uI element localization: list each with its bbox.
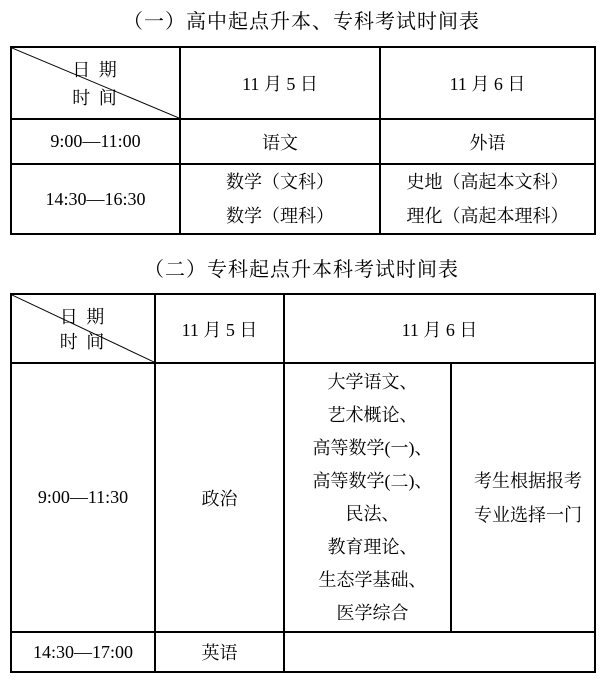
table2-row-afternoon: [11, 632, 595, 672]
table1-row-afternoon: [11, 164, 595, 234]
table2-afternoon-time: 14:30—17:00: [11, 632, 155, 672]
table1-row-morning: [11, 119, 595, 164]
note-line: 专业选择一门: [474, 504, 582, 525]
exam-table-2: [10, 293, 596, 673]
table2-afternoon-empty-cell: [284, 632, 595, 672]
subject-line: 大学语文、: [327, 371, 418, 392]
table1-morning-nov5-subject: 语文: [180, 119, 380, 164]
table1-afternoon-nov5-subjects: [180, 164, 380, 234]
subject-line: 生态学基础、: [318, 569, 427, 590]
table2-morning-time: 9:00—11:30: [11, 363, 155, 632]
note-line: 考生根据报考: [474, 470, 582, 491]
table1-afternoon-nov6-subjects: [380, 164, 595, 234]
subject-line: 医学综合: [336, 602, 409, 623]
table2-corner-date-label: 日 期: [59, 307, 107, 327]
subject-line: 教育理论、: [327, 536, 418, 557]
table2-afternoon-nov5-subject: 英语: [155, 632, 284, 672]
subject-line: 数学（文科）: [226, 172, 334, 192]
table1-corner-time-label: 时 间: [72, 88, 119, 108]
table2-morning-elective-subjects: [284, 363, 451, 632]
subject-line: 史地（高起本文科）: [406, 172, 569, 192]
table1-date-header-nov6: 11 月 6 日: [380, 47, 595, 119]
table1-corner-cell: [11, 47, 180, 119]
table1-afternoon-time: 14:30—16:30: [11, 164, 180, 234]
table2-date-header-nov5: 11 月 5 日: [155, 294, 284, 363]
exam-table-1: [10, 46, 596, 235]
table2-header-row: [11, 294, 595, 363]
table1-header-row: [11, 47, 595, 119]
subject-line: 理化（高起本理科）: [406, 206, 569, 226]
table1-morning-time: 9:00—11:00: [11, 119, 180, 164]
subject-line: 高等数学(二)、: [312, 470, 433, 491]
table2-morning-nov5-subject: 政治: [155, 363, 284, 632]
table2-row-morning: [11, 363, 595, 632]
subject-line: 数学（理科）: [226, 206, 334, 226]
table2-corner-time-label: 时 间: [59, 332, 107, 352]
subject-line: 高等数学(一)、: [312, 437, 433, 458]
table2-morning-elective-note: [451, 363, 595, 632]
subject-line: 民法、: [345, 503, 400, 524]
exam-schedule-page: [0, 8, 603, 686]
table1-date-header-nov5: 11 月 5 日: [180, 47, 380, 119]
table2-corner-cell: [11, 294, 155, 363]
subject-line: 艺术概论、: [327, 404, 418, 425]
table1-corner-date-label: 日 期: [72, 60, 119, 80]
section2-title: （二）专科起点升本科考试时间表: [144, 259, 459, 281]
table1-morning-nov6-subject: 外语: [380, 119, 595, 164]
table2-date-header-nov6: 11 月 6 日: [284, 294, 595, 363]
section1-title: （一）高中起点升本、专科考试时间表: [123, 11, 480, 33]
